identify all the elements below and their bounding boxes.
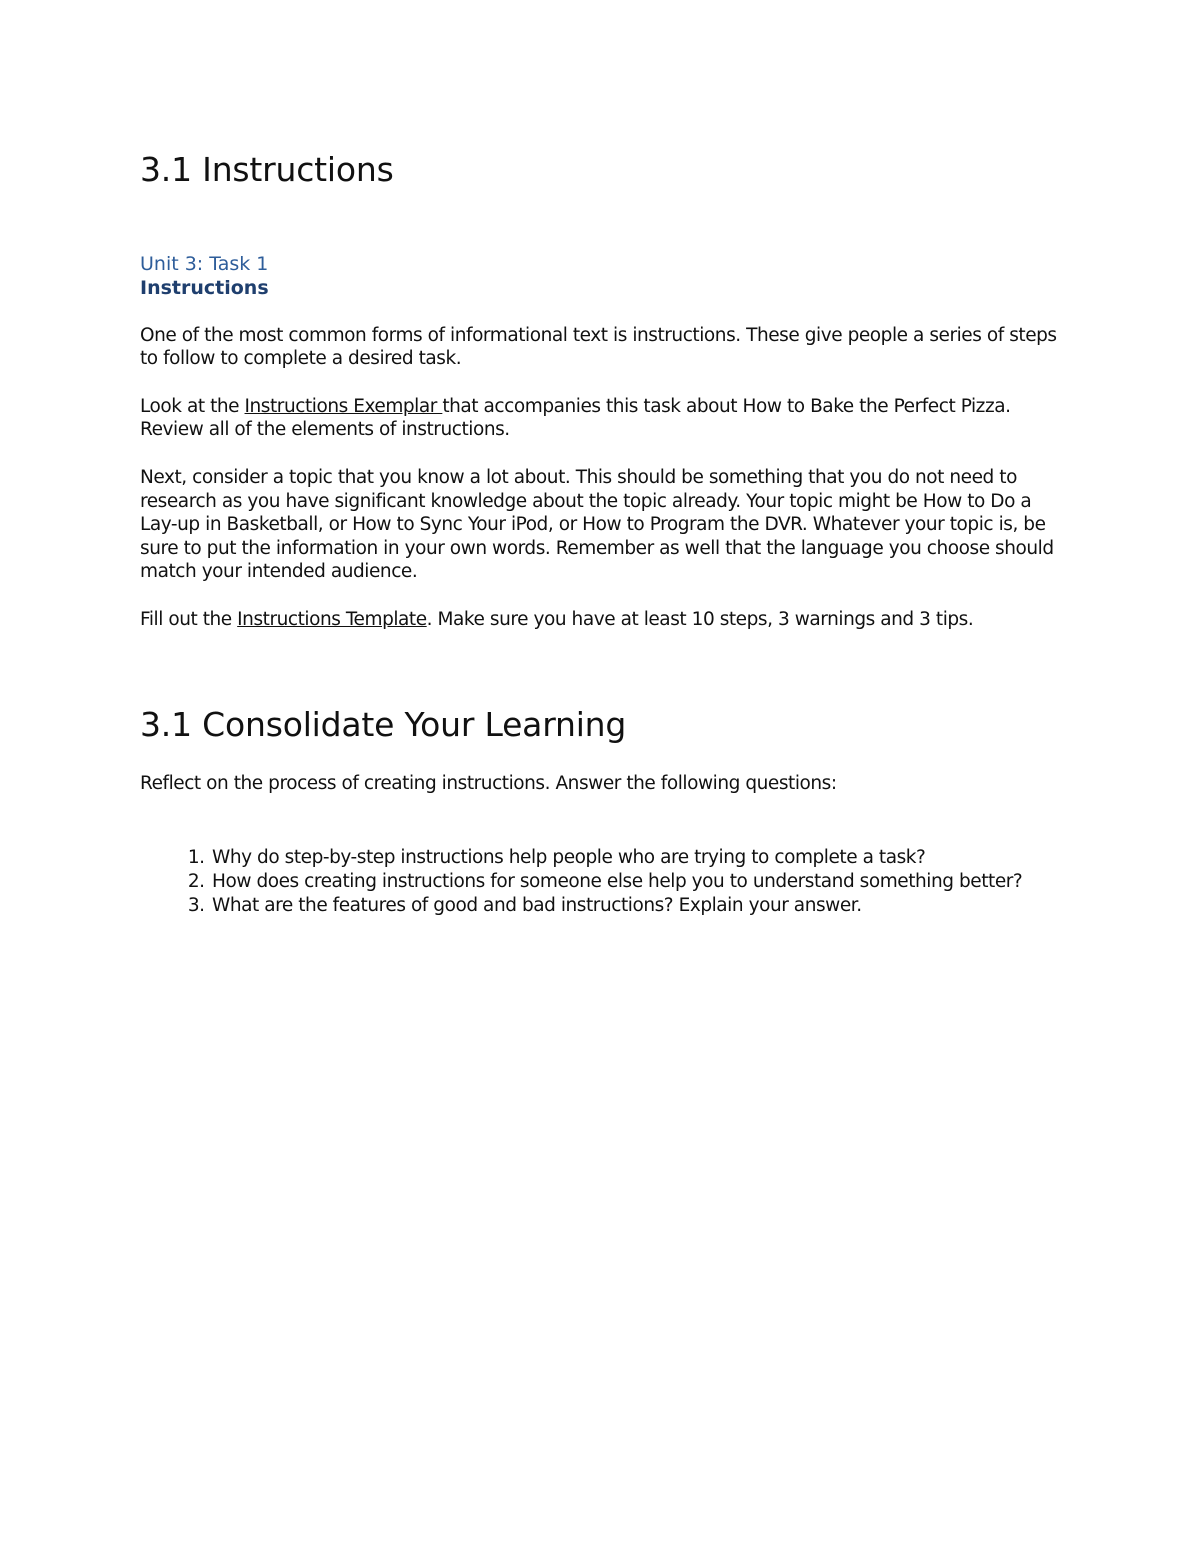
template-paragraph (140, 608, 1060, 632)
questions-list (140, 846, 1060, 918)
instructions-subheading: Instructions (140, 276, 269, 299)
list-item: 1. Why do step-by-step instructions help people who are trying to complete a task? (210, 846, 1060, 870)
list-item: 2. How does creating instructions for someone else help you to understand something better? (210, 870, 1060, 894)
template-text-before: Fill out the (140, 608, 238, 630)
section-heading-instructions: 3.1 Instructions (140, 150, 394, 189)
exemplar-text-after: that accompanies this task about How to Bake the Perfect Pizza. Review all of the elements of instructions. (140, 395, 1011, 441)
reflect-paragraph: Reflect on the process of creating instructions. Answer the following questions: (140, 773, 837, 795)
document-page (140, 150, 1060, 918)
instructions-template-link[interactable]: Instructions Template (237, 608, 427, 630)
intro-paragraph: One of the most common forms of informational text is instructions. These give people a series of steps to follow to complete a desired task. (140, 324, 1057, 370)
exemplar-text-before: Look at the (140, 395, 245, 417)
unit-task-label: Unit 3: Task 1 (140, 252, 269, 275)
template-text-after: . Make sure you have at least 10 steps, 3 warnings and 3 tips. (426, 608, 974, 630)
list-item: 3. What are the features of good and bad instructions? Explain your answer. (210, 894, 1060, 918)
topic-paragraph: Next, consider a topic that you know a lot about. This should be something that you do not need to research as you have significant knowledge about the topic already. Your topic might be How to Do a Lay-up in Basketball, or How to Sync Your iPod, or How to Program the DVR. Whatever your topic is, be sure to put the information in your own words. Remember as well that the language you choose should match your intended audience. (140, 466, 1054, 583)
section-heading-consolidate: 3.1 Consolidate Your Learning (140, 704, 627, 744)
exemplar-paragraph (140, 395, 1060, 442)
instructions-exemplar-link[interactable]: Instructions Exemplar (244, 395, 443, 417)
